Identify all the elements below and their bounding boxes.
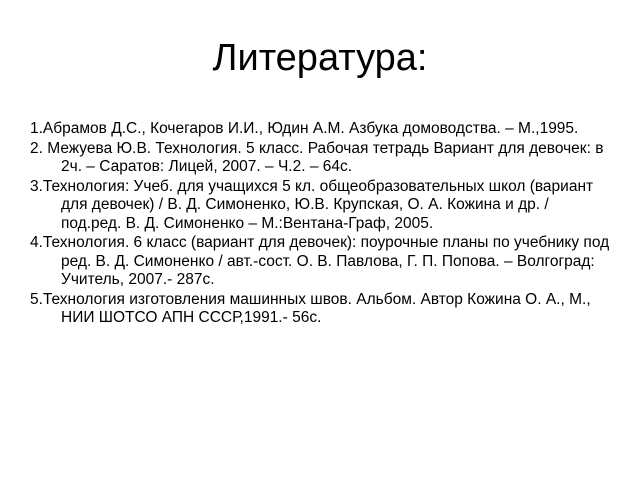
slide-title: Литература: [212,37,428,79]
reference-item-1: 1.Абрамов Д.С., Кочегаров И.И., Юдин А.М. Азбука домоводства. – М.,1995. [30,120,579,137]
reference-item-2: 2. Межуева Ю.В. Технология. 5 класс. Рабочая тетрадь Вариант для девочек: в 2ч. – Саратов: Лицей, 2007. – Ч.2. – 64с. [30,139,604,175]
reference-item-4: 4.Технология. 6 класс (вариант для девочек): поурочные планы по учебнику под ред. В. Д. Симоненко / авт.-сост. О. В. Павлова, Г. П. Попова. – Волгоград: Учитель, 2007.- 287с. [30,234,610,288]
reference-item-5: 5.Технология изготовления машинных швов. Альбом. Автор Кожина О. А., М., НИИ ШОТСО АПН СССР,1991.- 56с. [30,290,591,326]
reference-list [30,120,610,329]
reference-item-3: 3.Технология: Учеб. для учащихся 5 кл. общеобразовательных школ (вариант для девочек) / В. Д. Симоненко, Ю.В. Крупская, О. А. Кожина и др. / под.ред. В. Д. Симоненко – М.:Вентана-Граф, 2005. [30,177,594,232]
